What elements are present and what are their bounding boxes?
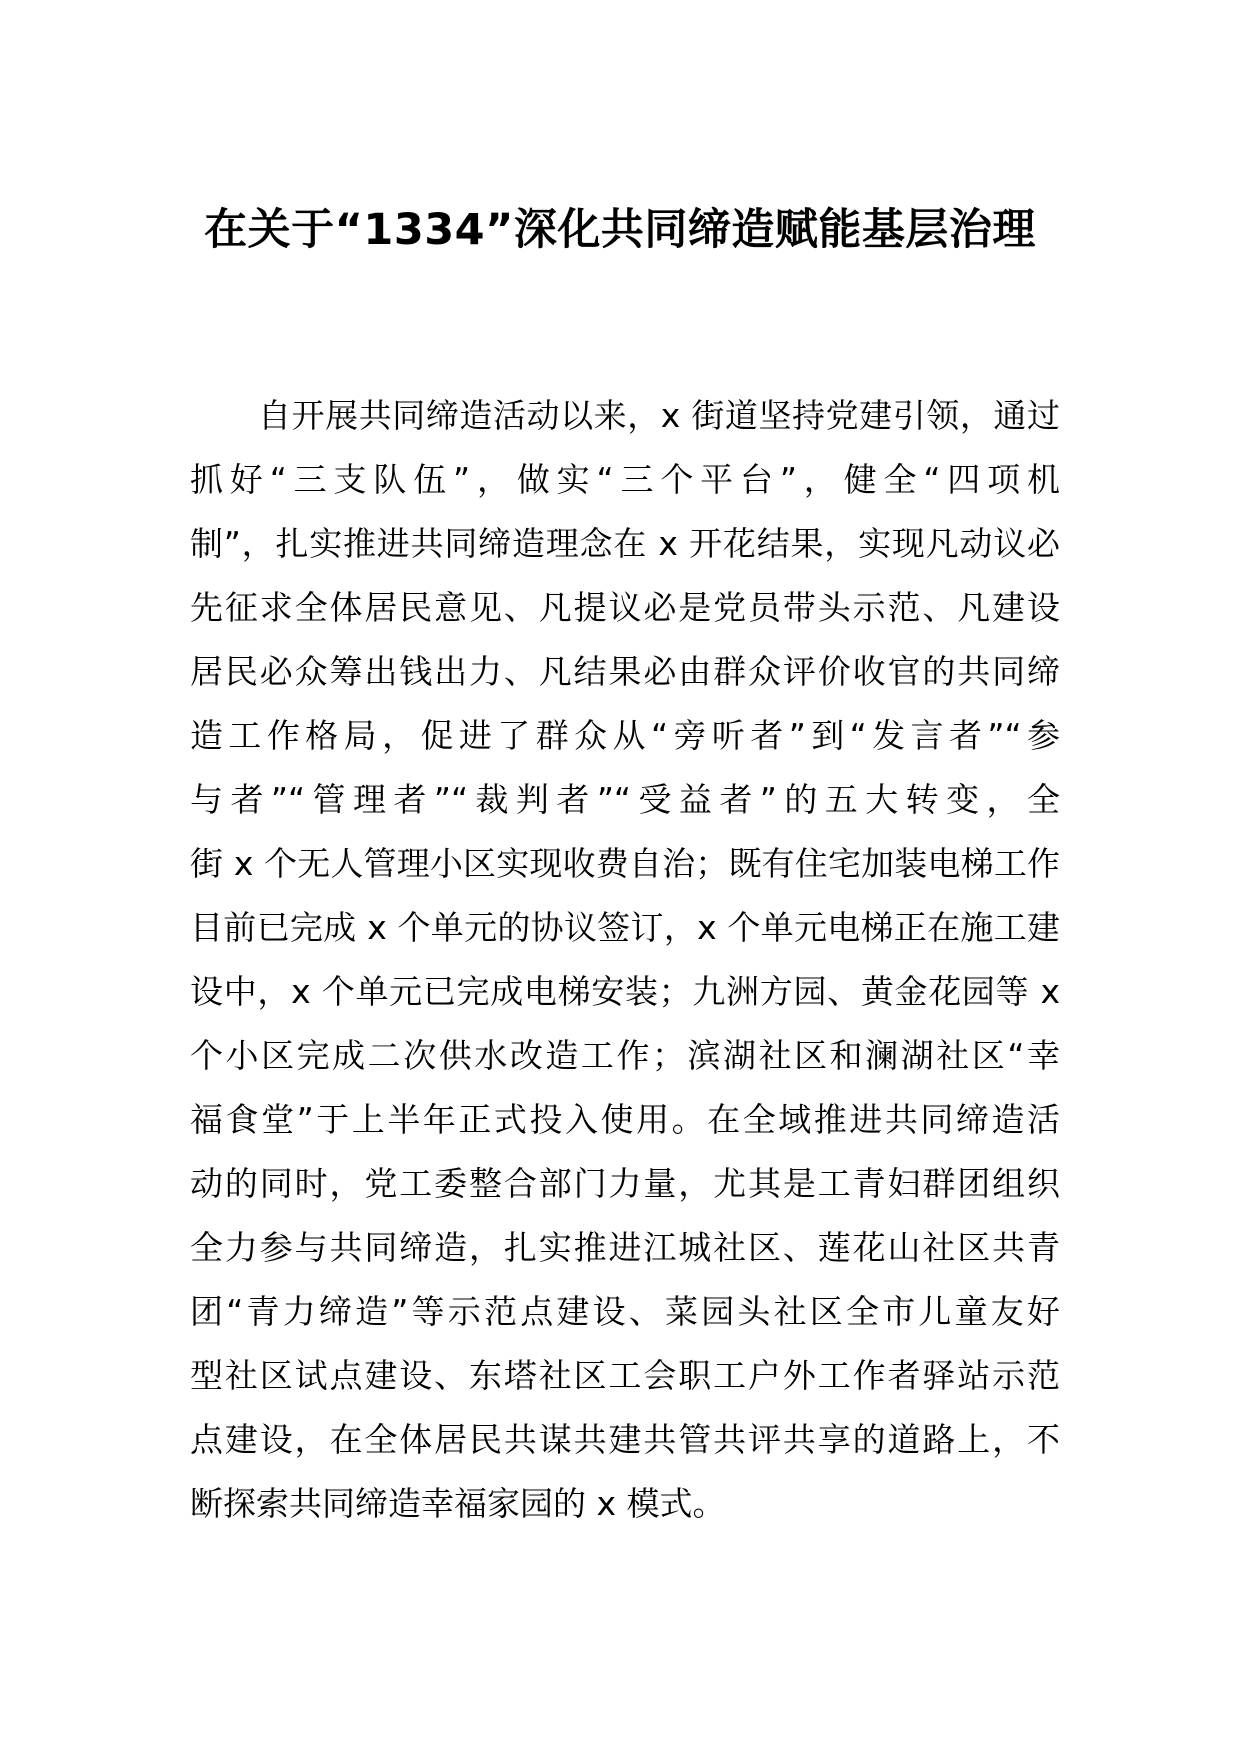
paragraph-line: 动的同时，党工委整合部门力量，尤其是工青妇群团组织 [190, 1164, 1060, 1203]
paragraph-line: 抓好“三支队伍”，做实“三个平台”，健全“四项机 [190, 460, 1060, 499]
paragraph-line: 福食堂”于上半年正式投入使用。在全域推进共同缔造活 [190, 1100, 1060, 1139]
paragraph-line: 造工作格局，促进了群众从“旁听者”到“发言者”“参 [190, 716, 1060, 755]
paragraph-line: 型社区试点建设、东塔社区工会职工户外工作者驿站示范 [190, 1356, 1060, 1395]
paragraph-line: 街 x 个无人管理小区实现收费自治；既有住宅加装电梯工作 [190, 844, 1060, 883]
paragraph-line: 个小区完成二次供水改造工作；滨湖社区和澜湖社区“幸 [190, 1036, 1060, 1075]
paragraph-line: 居民必众筹出钱出力、凡结果必由群众评价收官的共同缔 [190, 652, 1060, 691]
paragraph-line: 断探索共同缔造幸福家园的 x 模式。 [190, 1484, 726, 1523]
document-body [190, 384, 1060, 1536]
paragraph-line: 制”，扎实推进共同缔造理念在 x 开花结果，实现凡动议必 [190, 524, 1060, 563]
paragraph-line: 自开展共同缔造活动以来，x 街道坚持党建引领，通过 [258, 396, 1060, 435]
paragraph-line: 点建设，在全体居民共谋共建共管共评共享的道路上，不 [190, 1420, 1060, 1459]
paragraph-line: 设中，x 个单元已完成电梯安装；九洲方园、黄金花园等 x [190, 972, 1060, 1011]
paragraph-line: 团“青力缔造”等示范点建设、菜园头社区全市儿童友好 [190, 1292, 1060, 1331]
document-title: 在关于“1334”深化共同缔造赋能基层治理 [204, 205, 1036, 255]
paragraph-line: 目前已完成 x 个单元的协议签订，x 个单元电梯正在施工建 [190, 908, 1060, 947]
paragraph-line: 全力参与共同缔造，扎实推进江城社区、莲花山社区共青 [190, 1228, 1060, 1267]
paragraph-line: 先征求全体居民意见、凡提议必是党员带头示范、凡建设 [190, 588, 1060, 627]
paragraph-line: 与者”“管理者”“裁判者”“受益者”的五大转变，全 [190, 780, 1060, 819]
